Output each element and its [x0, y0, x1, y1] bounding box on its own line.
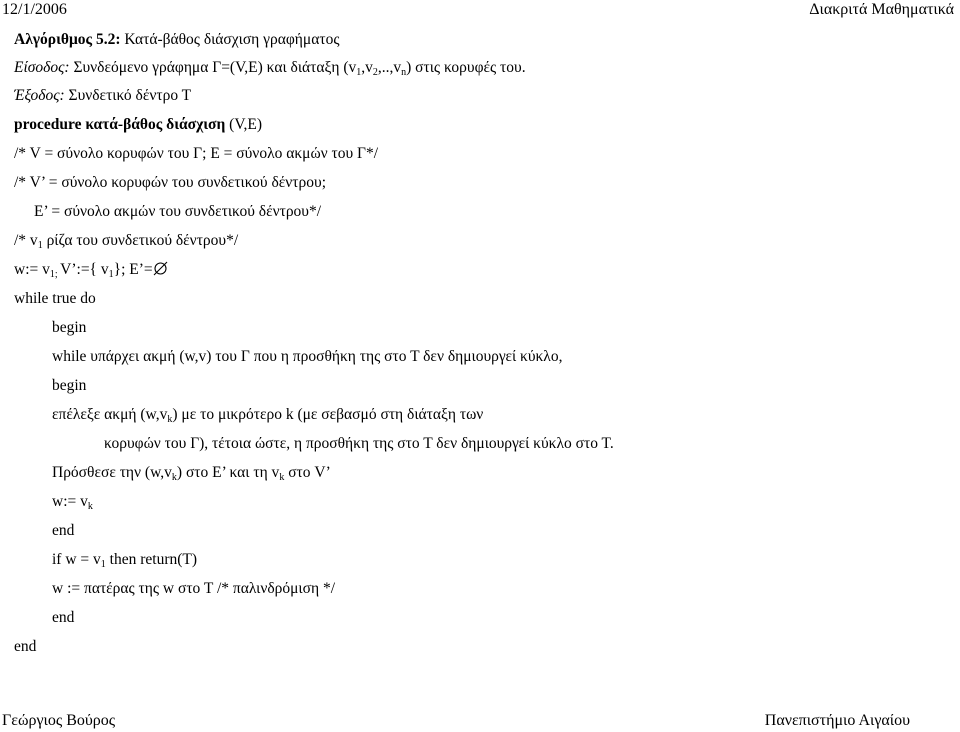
while-outer: while true do [14, 290, 96, 307]
procedure-args: (V,E) [225, 116, 263, 133]
input-label: Είσοδος: [14, 59, 70, 76]
if-line [52, 550, 197, 570]
end-keyword: end [52, 522, 75, 539]
init-line [14, 260, 168, 280]
add-text: ) στο E’ και τη v [176, 464, 280, 481]
select-text: επέλεξε ακμή (w,v [52, 406, 168, 423]
init-text: }; E’= [113, 261, 153, 278]
add-sub: k [171, 472, 177, 483]
parent-line: w := πατέρας της w στο Τ /* παλινδρόμιση */ [52, 580, 335, 597]
if-sub: 1 [100, 559, 106, 570]
input-text: ,..,v [377, 59, 402, 76]
footer-author: Γεώργιος Βούρος [2, 712, 116, 729]
footer-institution: Πανεπιστήμιο Αιγαίου [764, 712, 910, 729]
assign-line [52, 492, 93, 512]
comment-line: E’ = σύνολο ακμών του συνδετικού δέντρου*/ [34, 203, 322, 220]
header-date: 12/1/2006 [2, 1, 67, 18]
procedure-keyword: procedure κατά-βάθος διάσχιση [14, 116, 226, 133]
comment-line: /* V = σύνολο κορυφών του Γ; E = σύνολο ακμών του Γ*/ [14, 145, 379, 162]
empty-set-icon [153, 261, 168, 276]
add-line [52, 463, 331, 483]
output-text: Συνδετικό δέντρο Τ [64, 87, 192, 104]
algorithm-input [14, 58, 526, 78]
algorithm-title-label: Αλγόριθμος 5.2: [14, 31, 121, 48]
begin-keyword: begin [52, 377, 87, 394]
input-sub: 1 [356, 67, 362, 78]
comment-text: ρίζα του συνδετικού δέντρου*/ [42, 232, 239, 249]
init-text: V’:={ v [60, 261, 109, 278]
begin-keyword: begin [52, 319, 87, 336]
output-label: Έξοδος: [14, 87, 65, 104]
input-text: ,v [361, 59, 373, 76]
add-sub: k [279, 472, 285, 483]
comment-text: /* v [14, 232, 38, 249]
comment-line: /* V’ = σύνολο κορυφών του συνδετικού δέντρου; [14, 174, 326, 191]
algorithm-title [14, 30, 339, 50]
assign-text: w:= v [52, 493, 88, 510]
algorithm-title-text: Κατά-βάθος διάσχιση γραφήματος [120, 31, 340, 48]
if-text: then return(T) [105, 551, 198, 568]
comment-line [14, 231, 238, 251]
end-keyword: end [14, 638, 37, 655]
init-text: w:= v [14, 261, 50, 278]
init-sub: 1; [49, 269, 61, 280]
input-text: Συνδεόμενο γράφημα Γ=(V,E) και διάταξη (v [69, 59, 357, 76]
select-sub: k [167, 414, 173, 425]
if-text: if w = v [52, 551, 101, 568]
comment-sub: 1 [37, 240, 43, 251]
select-text: ) με το μικρότερο k (με σεβασμό στη διάταξη των [172, 406, 484, 423]
add-text: Πρόσθεσε την (w,v [52, 464, 172, 481]
procedure-header [14, 115, 262, 135]
header-course: Διακριτά Μαθηματικά [809, 1, 954, 18]
end-keyword: end [52, 609, 75, 626]
init-sub: 1 [108, 269, 114, 280]
select-line [52, 405, 483, 425]
input-text: ) στις κορυφές του. [406, 59, 526, 76]
select-continuation: κορυφών του Γ), τέτοια ώστε, η προσθήκη της στο Τ δεν δημιουργεί κύκλο στο Τ. [104, 435, 614, 452]
assign-sub: k [87, 501, 93, 512]
add-text: στο V’ [284, 464, 331, 481]
while-inner: while υπάρχει ακμή (w,v) του Γ που η προσθήκη της στο Τ δεν δημιουργεί κύκλο, [52, 348, 563, 365]
algorithm-output [14, 86, 191, 106]
input-sub: n [401, 67, 407, 78]
input-sub: 2 [372, 67, 378, 78]
